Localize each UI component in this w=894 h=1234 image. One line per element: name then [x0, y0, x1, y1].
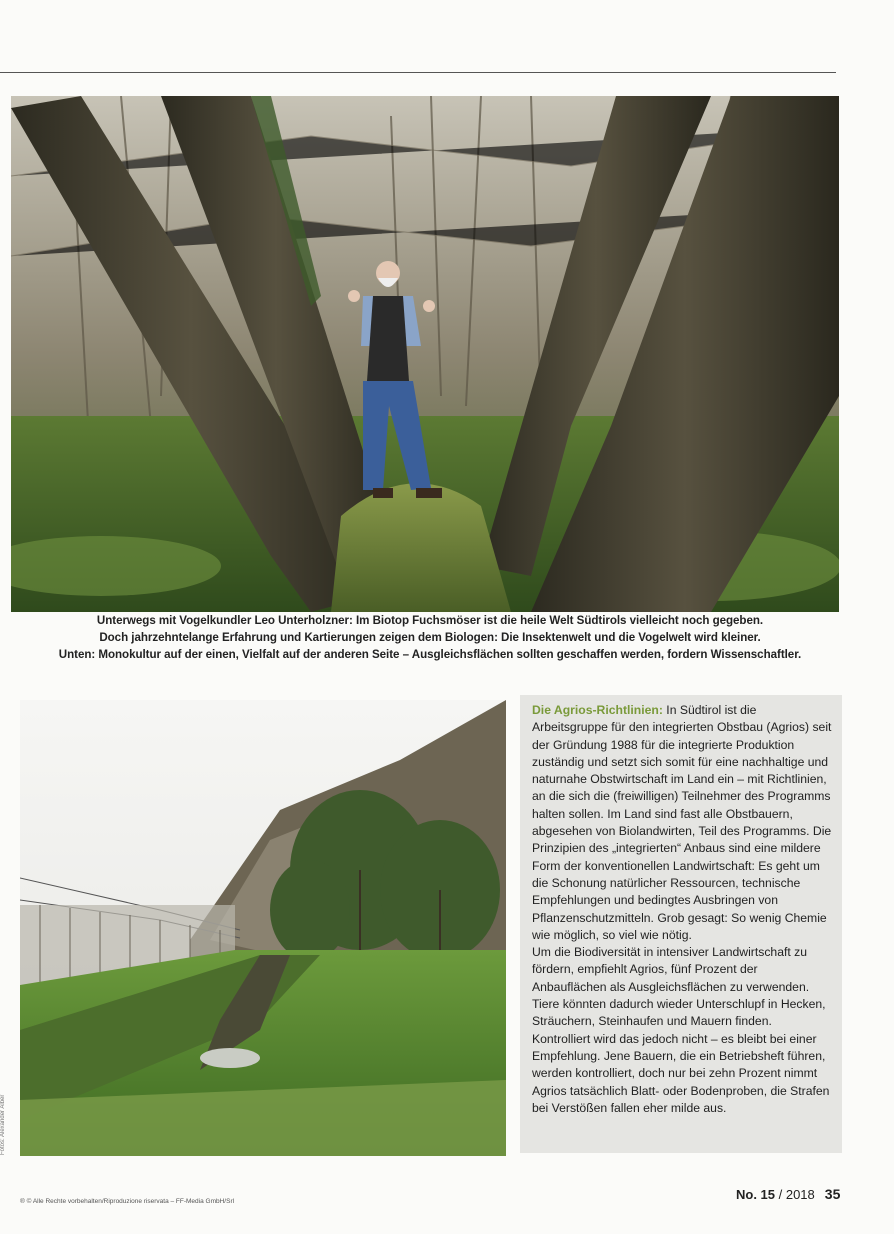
photo-caption [10, 612, 850, 663]
info-text-1: In Südtirol ist die Arbeitsgruppe für den integrierten Obstbau (Agrios) seit der Gründung 1988 für die integrierte Produktion zuständig und setzt sich somit für eine nachhaltige und naturnahe Obstwirtschaft im Land ein – mit Richtlinien, an die sich die (freiwilligen) Teilnehmer des Programms halten sollen. Im Land sind fast alle Obstbauern, abgesehen von Biolandwirten, Teil des Programms. Die Prinzipien des „integrierten“ Anbaus sind eine mildere Form der konventionellen Landwirtschaft: Es geht um die Schonung natürlicher Ressourcen, technische Empfehlungen und bedingtes Ausbringen von Pflanzenschutzmitteln. Grob gesagt: So wenig Chemie wie möglich, so viel wie nötig. [532, 703, 832, 942]
info-paragraph-2: Um die Biodiversität in intensiver Landwirtschaft zu fördern, empfiehlt Agrios, fünf Prozent der Anbauflächen als Ausgleichsflächen zu verwenden. Tiere könnten dadurch wieder Unterschlupf in Hecken, Sträuchern, Steinhaufen und Mauern finden. Kontrolliert wird das jedoch nicht – es bleibt bei einer Empfehlung. Jene Bauern, die ein Betriebsheft führen, werden kontrolliert, doch nur bei zehn Prozent nimmt Agrios tatsächlich Blatt- oder Bodenproben, die Strafen bei Verstößen fallen eher milde aus. [532, 945, 830, 1115]
photo-credit: Fotos: Alexander Alber [0, 1094, 6, 1156]
page-footer [736, 1186, 840, 1202]
info-box [520, 695, 842, 1153]
info-paragraph-1 [532, 702, 832, 944]
main-photo-tree [11, 96, 839, 612]
caption-line: Unten: Monokultur auf der einen, Vielfalt auf der anderen Seite – Ausgleichsflächen sollten geschaffen werden, fordern Wissenschaftler. [58, 648, 802, 661]
copyright-notice: ® © Alle Rechte vorbehalten/Riproduzione riservata – FF-Media GmbH/Srl [20, 1198, 235, 1205]
page-number: 35 [824, 1186, 841, 1202]
top-rule [0, 72, 836, 73]
orchard-photo [20, 700, 506, 1156]
issue-number: No. 15 [736, 1187, 776, 1202]
issue-year: / 2018 [775, 1187, 815, 1202]
caption-line: Unterwegs mit Vogelkundler Leo Unterholzner: Im Biotop Fuchsmöser ist die heile Welt Südtirols vielleicht noch gegeben. [96, 614, 764, 627]
caption-line: Doch jahrzehntelange Erfahrung und Kartierungen zeigen dem Biologen: Die Insektenwelt und die Vogelwelt wird kleiner. [99, 631, 761, 644]
info-heading: Die Agrios-Richtlinien: [532, 703, 663, 717]
